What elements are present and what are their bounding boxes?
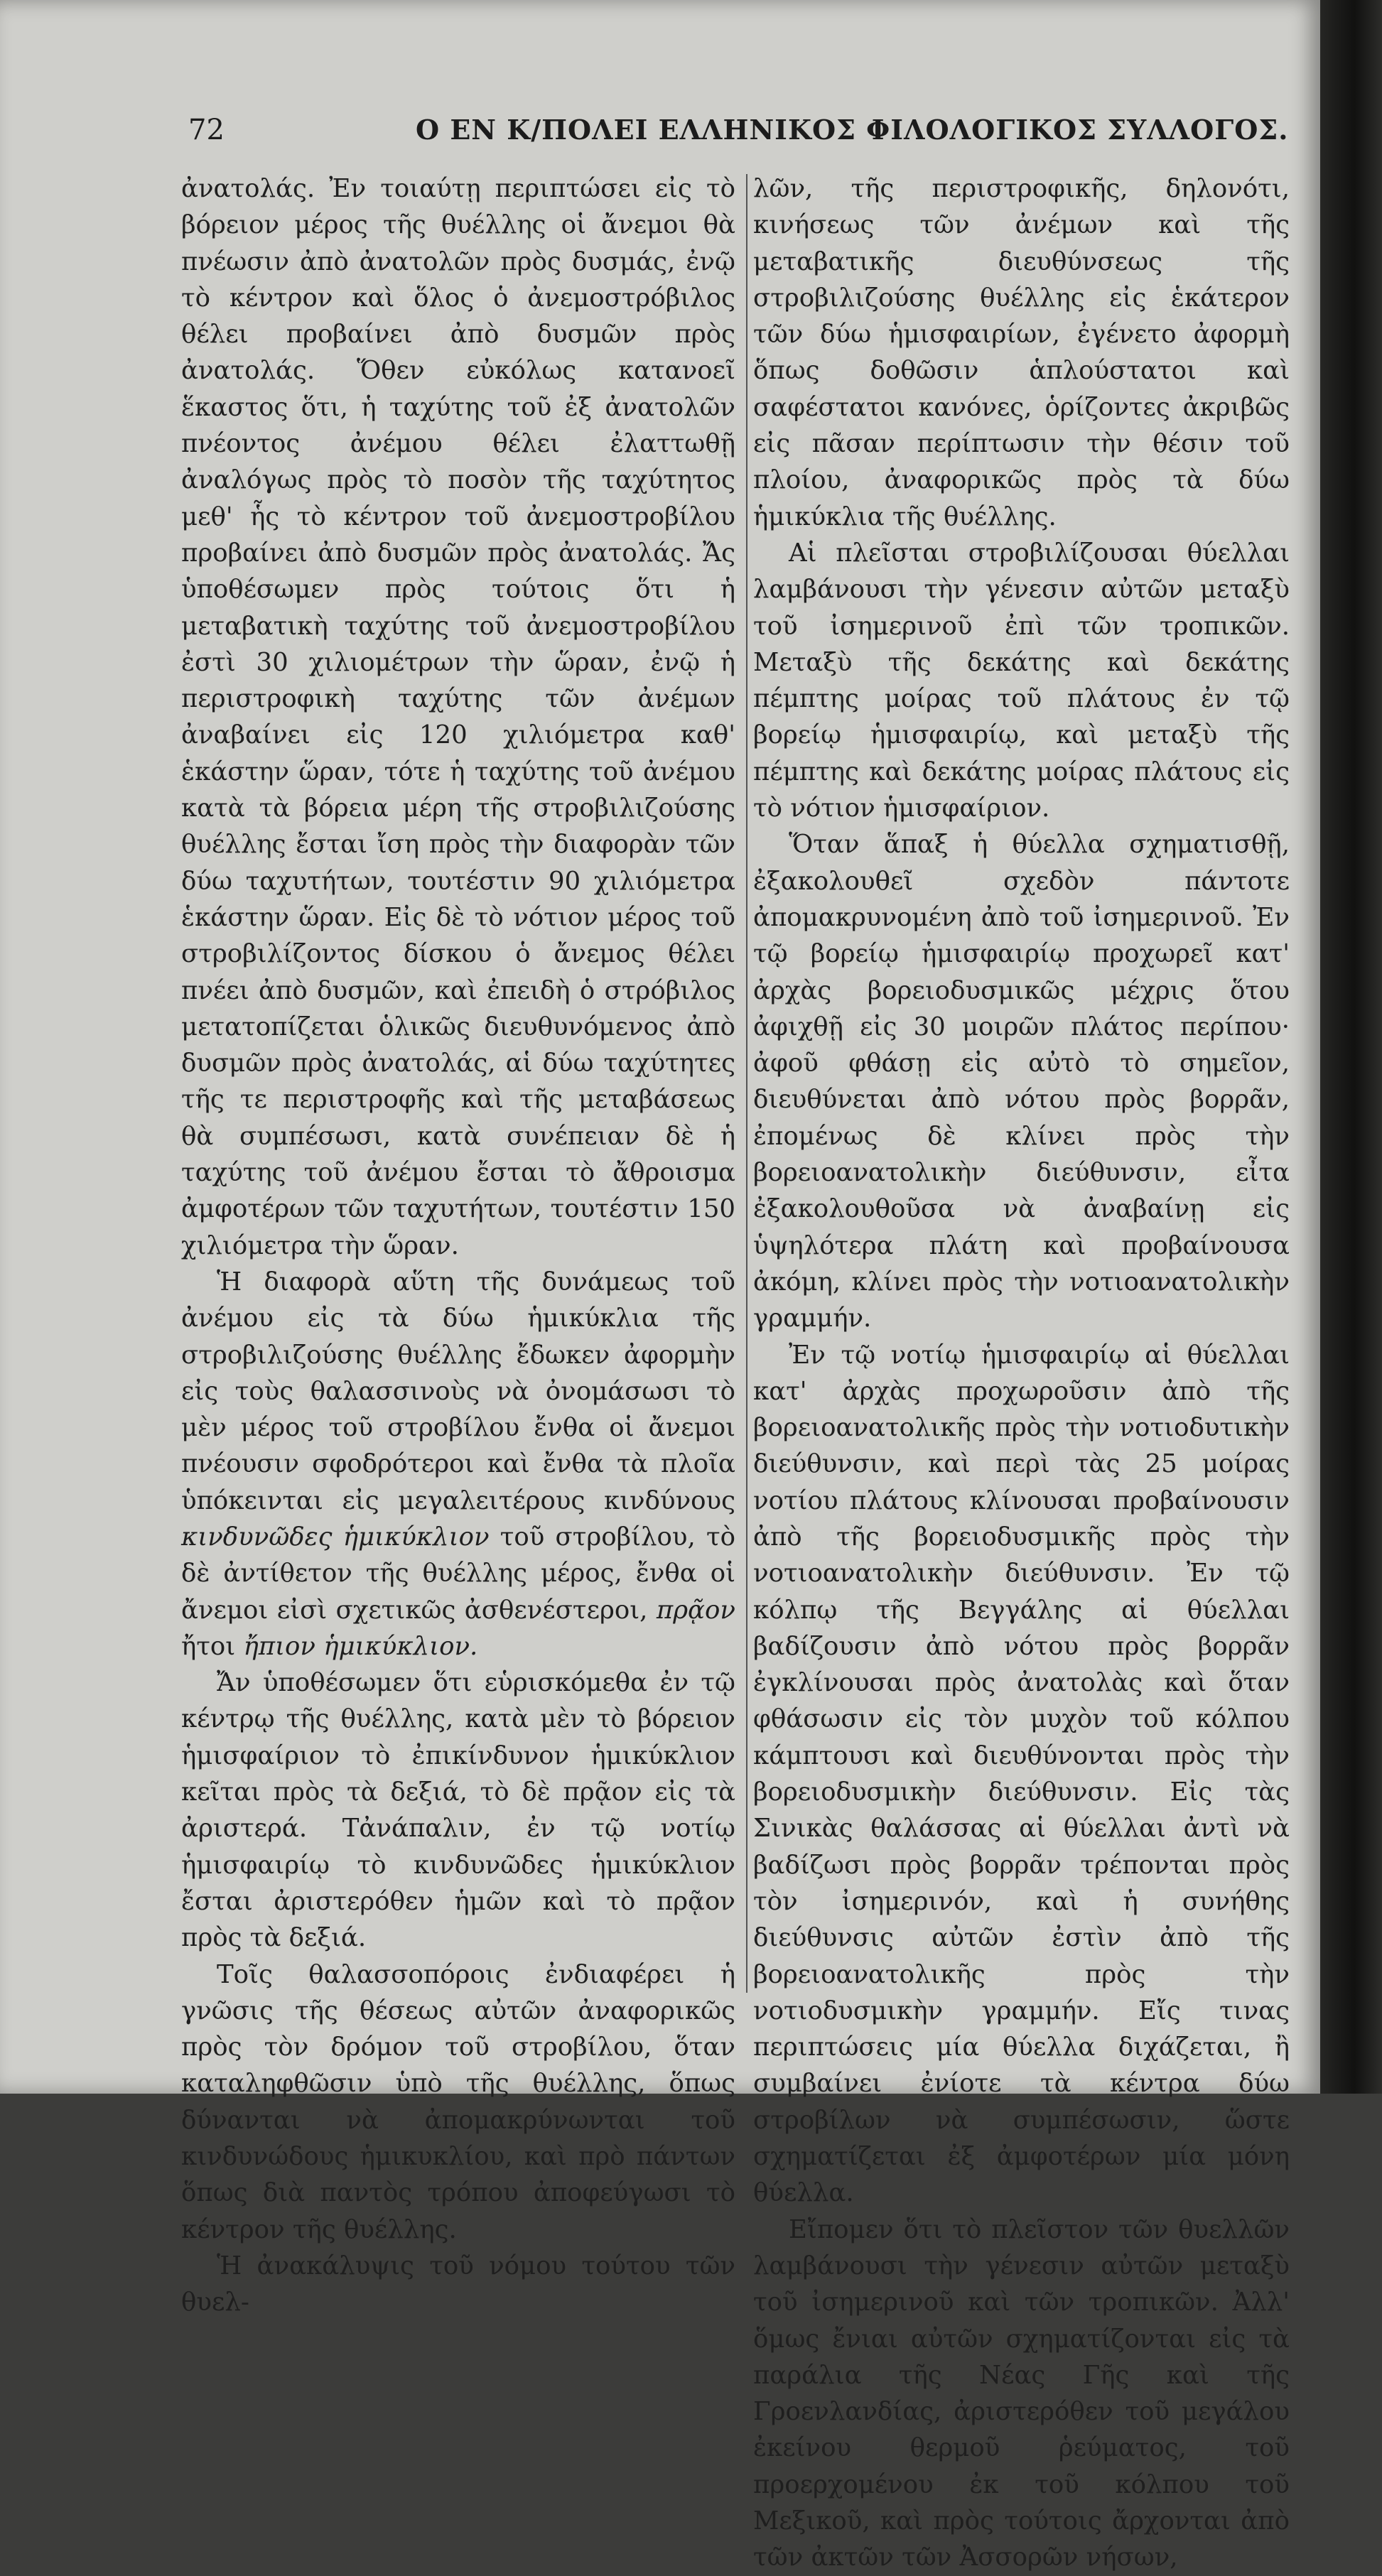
left-paragraph-2 bbox=[181, 1264, 735, 1665]
right-paragraph-2: Αἱ πλεῖσται στροβιλίζουσαι θύελλαι λαμβάνουσι τὴν γένεσιν αὐτῶν μεταξὺ τοῦ ἰσημερινοῦ ἐπὶ τῶν τροπικῶν. Μεταξὺ τῆς δεκάτης καὶ δεκάτης πέμπτης μοίρας τοῦ πλάτους ἐν τῷ βορείῳ ἡμισφαιρίῳ, καὶ μεταξὺ τῆς πέμπτης καὶ δεκάτης μοίρας πλάτους εἰς τὸ νότιον ἡμισφαίριον. bbox=[753, 538, 1290, 823]
left-column bbox=[181, 171, 735, 2321]
dangerous-semicircle-term: κινδυνῶδες ἡμικύκλιον bbox=[181, 1522, 490, 1552]
page-number: 72 bbox=[188, 114, 225, 146]
book-binding-edge bbox=[1320, 0, 1382, 2094]
left-paragraph-2-text-a: Ἡ διαφορὰ αὕτη τῆς δυνάμεως τοῦ ἀνέμου εἰς τὰ δύω ἡμικύκλια τῆς στροβιλιζούσης θυέλλης ἔδωκεν ἀφορμὴν εἰς τοὺς θαλασσινοὺς νὰ ὀνομάσωσι τὸ μὲν μέρος τοῦ στροβίλου ἔνθα οἱ ἄνεμοι πνέουσιν σφοδρότεροι καὶ ἔνθα τὰ πλοῖα ὑπόκεινται εἰς μεγαλειτέρους κινδύνους bbox=[181, 1267, 735, 1515]
right-paragraph-5: Εἴπομεν ὅτι τὸ πλεῖστον τῶν θυελλῶν λαμβάνουσι τὴν γένεσιν αὐτῶν μεταξὺ τοῦ ἰσημερινοῦ καὶ τῶν τροπικῶν. Ἀλλ' ὅμως ἔνιαι αὐτῶν σχηματίζονται εἰς τὰ παράλια τῆς Νέας Γῆς καὶ τῆς Γροενλανδίας, ἀριστερόθεν τοῦ μεγάλου ἐκείνου θερμοῦ ῥεύματος, τοῦ προερχομένου ἐκ τοῦ κόλπου τοῦ Μεξικοῦ, καὶ πρὸς τούτοις ἄρχονται ἀπὸ τῶν ἀκτῶν τῶν Ἀσσορῶν νήσων, bbox=[753, 2214, 1290, 2572]
right-column bbox=[753, 171, 1290, 2576]
navigable-semicircle-term: ἤπιον ἡμικύκλιον. bbox=[243, 1631, 478, 1661]
right-paragraph-1: λῶν, τῆς περιστροφικῆς, δηλονότι, κινήσεως τῶν ἀνέμων καὶ τῆς μεταβατικῆς διευθύνσεως τῆς στροβιλιζούσης θυέλλης εἰς ἑκάτερον τῶν δύω ἡμισφαιρίων, ἐγένετο ἀφορμὴ ὅπως δοθῶσιν ἁπλούστατοι καὶ σαφέστατοι κανόνες, ὁρίζοντες ἀκριβῶς εἰς πᾶσαν περίπτωσιν τὴν θέσιν τοῦ πλοίου, ἀναφορικῶς πρὸς τὰ δύω ἡμικύκλια τῆς θυέλλης. bbox=[753, 174, 1290, 531]
left-paragraph-2-text-b: τοῦ στροβίλου, τὸ δὲ ἀντίθετον τῆς θυέλλης μέρος, ἔνθα οἱ ἄνεμοι εἰσὶ σχετικῶς ἀσθενέστεροι, bbox=[181, 1522, 735, 1625]
running-head: Ο ΕΝ Κ/ΠΟΛΕΙ ΕΛΛΗΝΙΚΟΣ ΦΙΛΟΛΟΓΙΚΟΣ ΣΥΛΛΟΓΟΣ. bbox=[416, 114, 1289, 146]
left-paragraph-5: Ἡ ἀνακάλυψις τοῦ νόμου τούτου τῶν θυελ- bbox=[181, 2251, 735, 2317]
right-paragraph-4: Ἐν τῷ νοτίῳ ἡμισφαιρίῳ αἱ θύελλαι κατ' ἀρχὰς προχωροῦσιν ἀπὸ τῆς βορειοανατολικῆς πρὸς τὴν νοτιοδυτικὴν διεύθυνσιν, καὶ περὶ τὰς 25 μοίρας νοτίου πλάτους κλίνουσαι προβαίνουσιν ἀπὸ τῆς βορειοδυσμικῆς πρὸς τὴν νοτιοανατολικὴν διεύθυνσιν. Ἐν τῷ κόλπῳ τῆς Βεγγάλης αἱ θύελλαι βαδίζουσιν ἀπὸ νότου πρὸς βορρᾶν ἐγκλίνουσαι πρὸς ἀνατολὰς καὶ ὅταν φθάσωσιν εἰς τὸν μυχὸν τοῦ κόλπου κάμπτουσι καὶ διευθύνονται πρὸς τὴν βορειοδυσμικὴν διεύθυνσιν. Εἰς τὰς Σινικὰς θαλάσσας αἱ θύελλαι ἀντὶ νὰ βαδίζωσι πρὸς βορρᾶν τρέπονται πρὸς τὸν ἰσημερινόν, καὶ ἡ συνήθης διεύθυνσις αὐτῶν ἐστὶν ἀπὸ τῆς βορειοανατολικῆς πρὸς τὴν νοτιοδυσμικὴν γραμμήν. Εἴς τινας περιπτώσεις μία θύελλα διχάζεται, ἢ συμβαίνει ἐνίοτε τὰ κέντρα δύω στροβίλων νὰ συμπέσωσιν, ὥστε σχηματίζεται ἐξ ἀμφοτέρων μία μόνη θύελλα. bbox=[753, 1340, 1290, 2208]
page-header bbox=[188, 112, 1289, 148]
left-paragraph-3: Ἄν ὑποθέσωμεν ὅτι εὑρισκόμεθα ἐν τῷ κέντρῳ τῆς θυέλλης, κατὰ μὲν τὸ βόρειον ἡμισφαίριον τὸ ἐπικίνδυνον ἡμικύκλιον κεῖται πρὸς τὰ δεξιά, τὸ δὲ πρᾷον εἰς τὰ ἀριστερά. Τἀνάπαλιν, ἐν τῷ νοτίῳ ἡμισφαιρίῳ τὸ κινδυνῶδες ἡμικύκλιον ἔσται ἀριστερόθεν ἡμῶν καὶ τὸ πρᾷον πρὸς τὰ δεξιά. bbox=[181, 1668, 735, 1953]
column-divider bbox=[746, 174, 747, 1993]
left-paragraph-2-text-c: ἤτοι bbox=[181, 1631, 236, 1661]
right-paragraph-3: Ὅταν ἅπαξ ἡ θύελλα σχηματισθῇ, ἐξακολουθεῖ σχεδὸν πάντοτε ἀπομακρυνομένη ἀπὸ τοῦ ἰσημερινοῦ. Ἐν τῷ βορείῳ ἡμισφαιρίῳ προχωρεῖ κατ' ἀρχὰς βορειοδυσμικῶς μέχρις ὅτου ἀφιχθῇ εἰς 30 μοιρῶν πλάτος περίπου· ἀφοῦ φθάσῃ εἰς αὐτὸ τὸ σημεῖον, διευθύνεται ἀπὸ νότου πρὸς βορρᾶν, ἐπομένως δὲ κλίνει πρὸς τὴν βορειοανατολικὴν διεύθυνσιν, εἶτα ἐξακολουθοῦσα νὰ ἀναβαίνῃ εἰς ὑψηλότερα πλάτη καὶ προβαίνουσα ἀκόμη, κλίνει πρὸς τὴν νοτιοανατολικὴν γραμμήν. bbox=[753, 830, 1290, 1333]
mild-term: πρᾷον bbox=[656, 1595, 735, 1625]
left-paragraph-1: ἀνατολάς. Ἐν τοιαύτῃ περιπτώσει εἰς τὸ βόρειον μέρος τῆς θυέλλης οἱ ἄνεμοι θὰ πνέωσιν ἀπὸ ἀνατολῶν πρὸς δυσμάς, ἐνῷ τὸ κέντρον καὶ ὅλος ὁ ἀνεμοστρόβιλος θέλει προβαίνει ἀπὸ δυσμῶν πρὸς ἀνατολάς. Ὅθεν εὐκόλως κατανοεῖ ἕκαστος ὅτι, ἡ ταχύτης τοῦ ἐξ ἀνατολῶν πνέοντος ἀνέμου θέλει ἐλαττωθῇ ἀναλόγως πρὸς τὸ ποσὸν τῆς ταχύτητος μεθ' ἧς τὸ κέντρον τοῦ ἀνεμοστροβίλου προβαίνει ἀπὸ δυσμῶν πρὸς ἀνατολάς. Ἄς ὑποθέσωμεν πρὸς τούτοις ὅτι ἡ μεταβατικὴ ταχύτης τοῦ ἀνεμοστροβίλου ἐστὶ 30 χιλιομέτρων τὴν ὥραν, ἐνῷ ἡ περιστροφικὴ ταχύτης τῶν ἀνέμων ἀναβαίνει εἰς 120 χιλιόμετρα καθ' ἑκάστην ὥραν, τότε ἡ ταχύτης τοῦ ἀνέμου κατὰ τὰ βόρεια μέρη τῆς στροβιλιζούσης θυέλλης ἔσται ἴση πρὸς τὴν διαφορὰν τῶν δύω ταχυτήτων, τουτέστιν 90 χιλιόμετρα ἑκάστην ὥραν. Εἰς δὲ τὸ νότιον μέρος τοῦ στροβιλίζοντος δίσκου ὁ ἄνεμος θέλει πνέει ἀπὸ δυσμῶν, καὶ ἐπειδὴ ὁ στρόβιλος μετατοπίζεται ὁλικῶς διευθυνόμενος ἀπὸ δυσμῶν πρὸς ἀνατολάς, αἱ δύω ταχύτητες τῆς τε περιστροφῆς καὶ τῆς μεταβάσεως θὰ συμπέσωσι, κατὰ συνέπειαν δὲ ἡ ταχύτης τοῦ ἀνέμου ἔσται τὸ ἄθροισμα ἀμφοτέρων τῶν ταχυτήτων, τουτέστιν 150 χιλιόμετρα τὴν ὥραν. bbox=[181, 174, 735, 1260]
left-paragraph-4: Τοῖς θαλασσοπόροις ἐνδιαφέρει ἡ γνῶσις τῆς θέσεως αὐτῶν ἀναφορικῶς πρὸς τὸν δρόμον τοῦ στροβίλου, ὅταν καταληφθῶσιν ὑπὸ τῆς θυέλλης, ὅπως δύνανται νὰ ἀπομακρύνωνται τοῦ κινδυνώδους ἡμικυκλίου, καὶ πρὸ πάντων ὅπως διὰ παντὸς τρόπου ἀποφεύγωσι τὸ κέντρον τῆς θυέλλης. bbox=[181, 1959, 735, 2244]
